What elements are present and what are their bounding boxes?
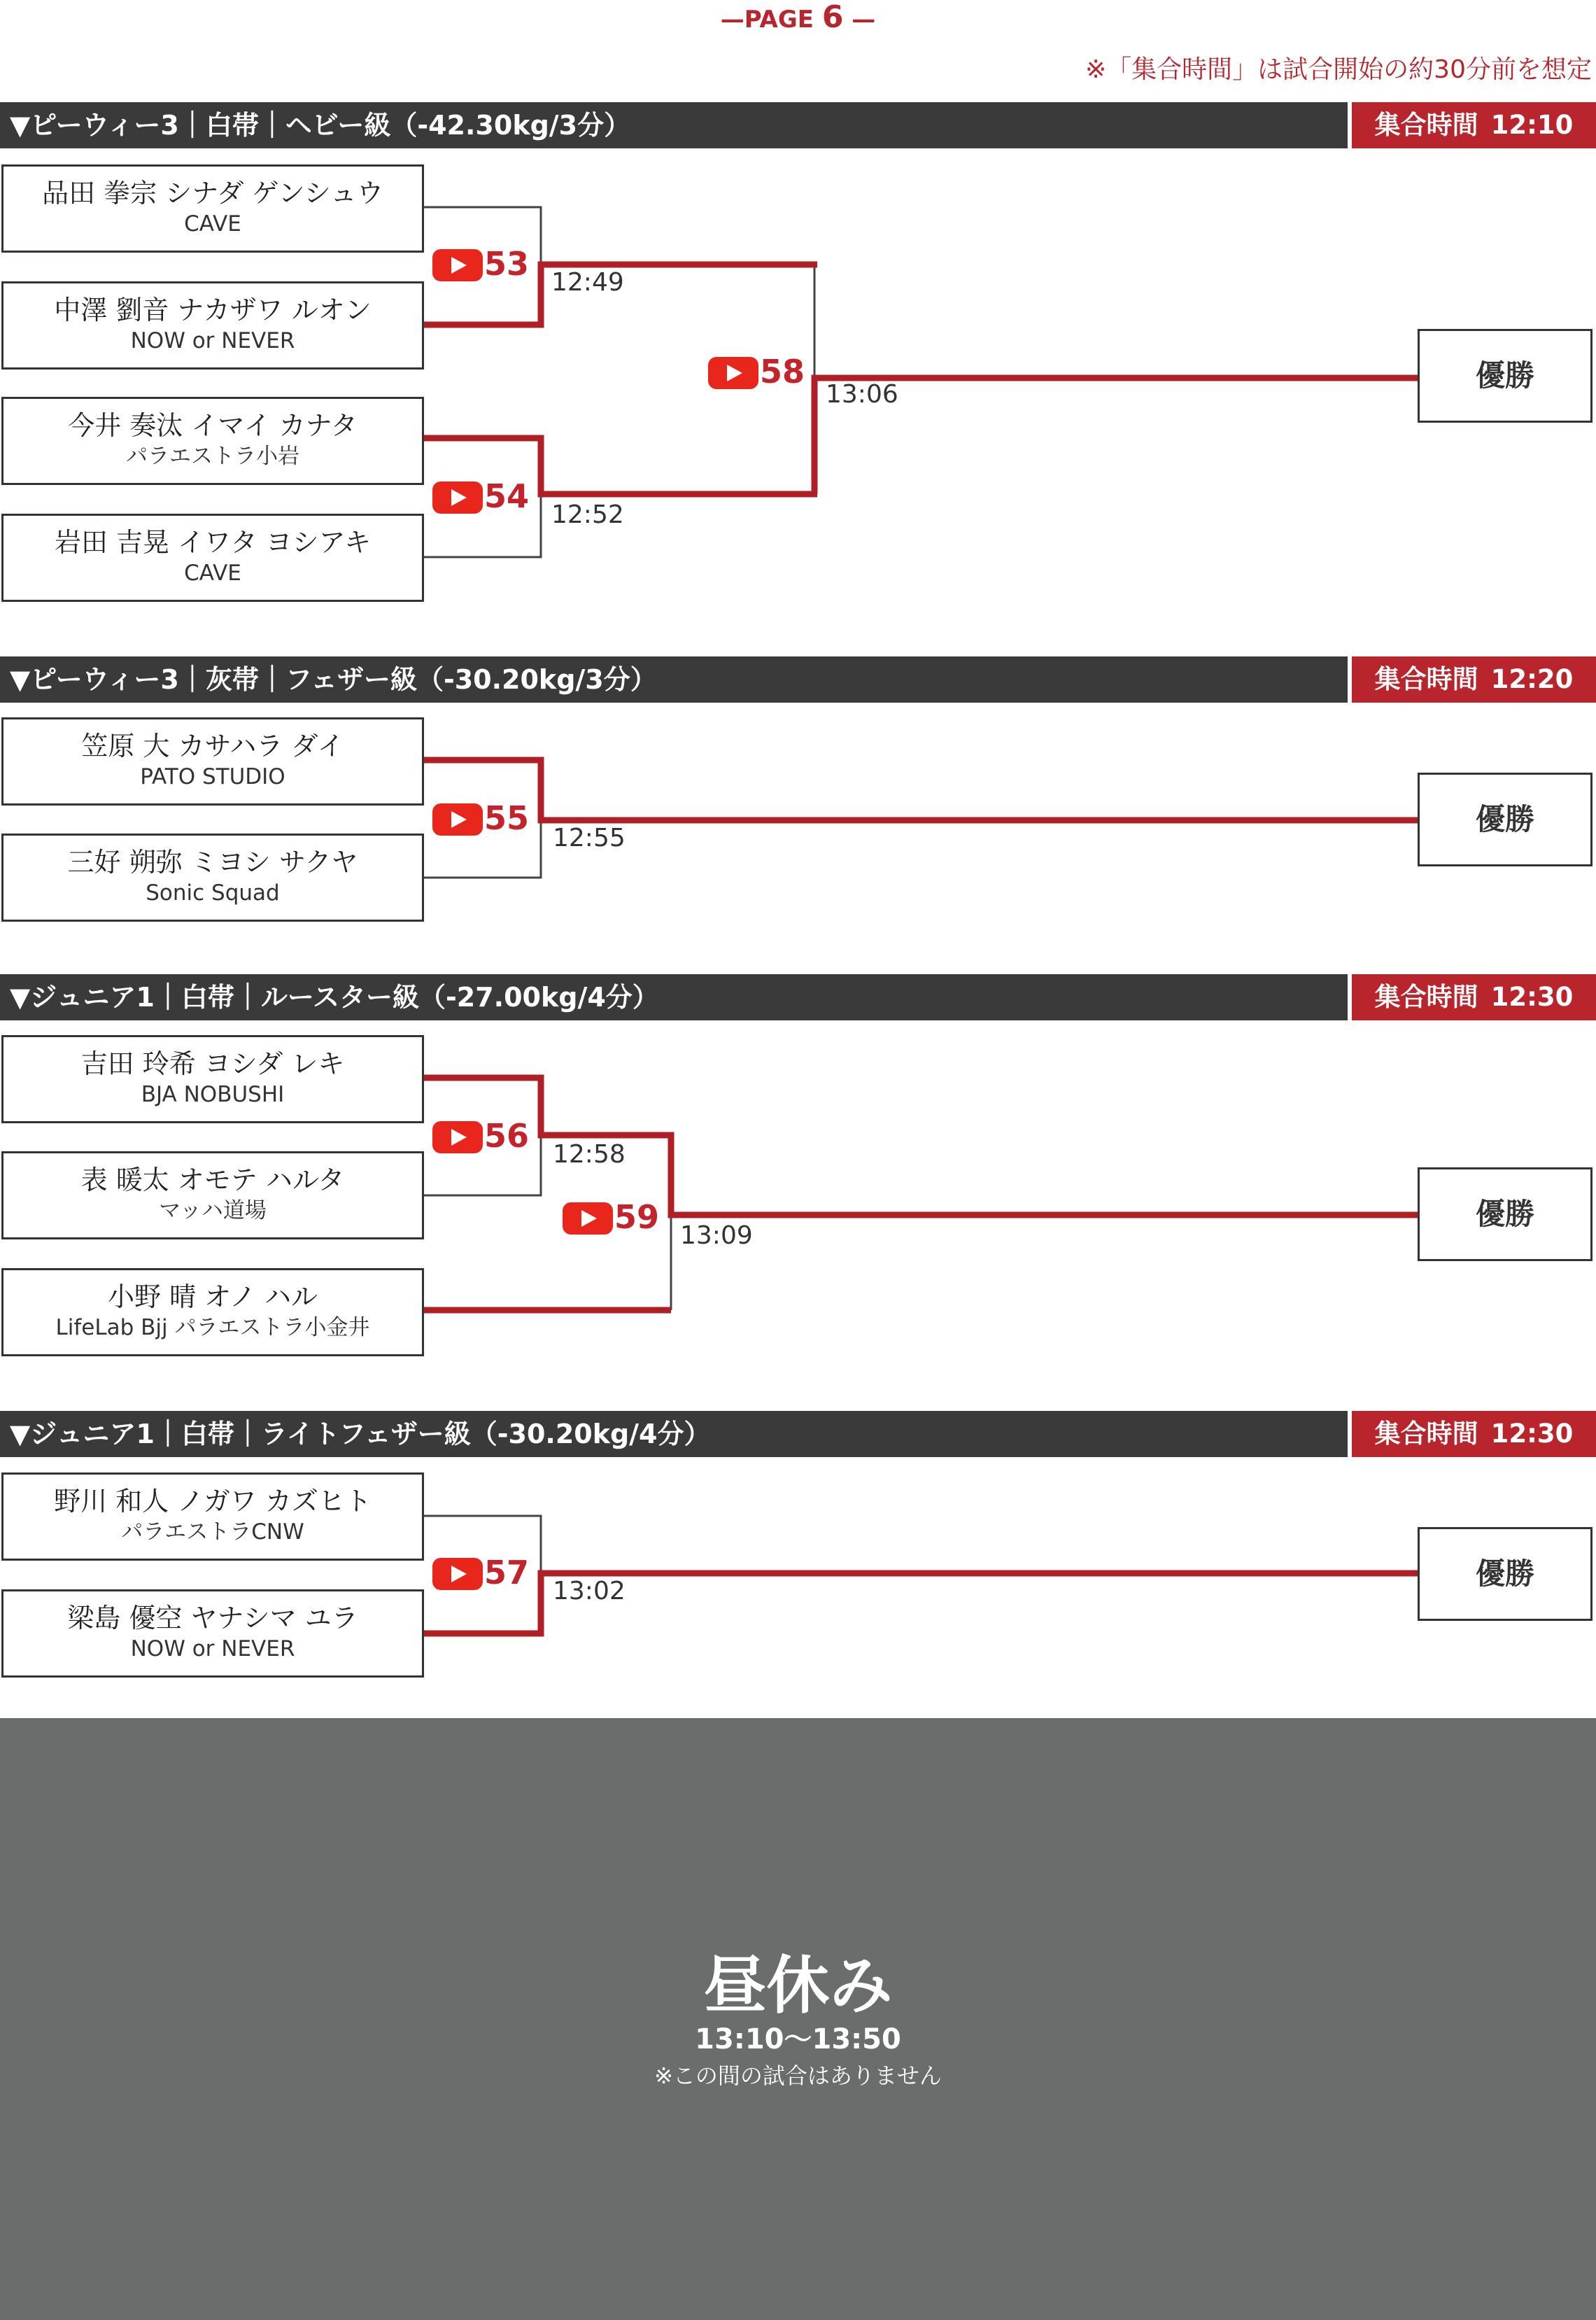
match-number: 53 bbox=[484, 245, 530, 283]
youtube-play-icon bbox=[432, 803, 483, 836]
player-card bbox=[1, 164, 424, 253]
assembly-label: 集合時間 bbox=[1374, 664, 1478, 694]
bracket-junior1-white-rooster bbox=[0, 974, 1596, 1366]
player-team: NOW or NEVER bbox=[130, 328, 295, 353]
match-time: 13:09 bbox=[680, 1221, 753, 1250]
player-card bbox=[1, 834, 424, 922]
match-time: 12:55 bbox=[553, 824, 626, 852]
player-team: マッハ道場 bbox=[159, 1198, 267, 1223]
youtube-play-icon bbox=[563, 1202, 613, 1235]
winner-box: 優勝 bbox=[1418, 329, 1593, 423]
player-team: CAVE bbox=[184, 211, 241, 237]
match-number: 59 bbox=[614, 1198, 660, 1236]
player-team: パラエストラCNW bbox=[121, 1519, 304, 1545]
bracket-pewee3-gray-feather bbox=[0, 656, 1596, 929]
player-name: 岩田 吉晃 イワタ ヨシアキ bbox=[54, 527, 372, 558]
player-name: 中澤 劉音 ナカザワ ルオン bbox=[54, 295, 372, 325]
youtube-play-icon bbox=[432, 481, 483, 514]
youtube-play-icon bbox=[708, 357, 758, 389]
player-card bbox=[1, 397, 424, 485]
match-number: 54 bbox=[484, 477, 530, 515]
bracket-junior1-white-lightfeather bbox=[0, 1411, 1596, 1684]
match-time: 12:52 bbox=[551, 500, 624, 529]
player-card bbox=[1, 281, 424, 370]
winner-line bbox=[814, 378, 1420, 494]
player-name: 小野 晴 オノ ハル bbox=[108, 1281, 318, 1312]
player-name: 野川 和人 ノガワ カズヒト bbox=[54, 1486, 372, 1517]
page-suffix: — bbox=[852, 6, 876, 34]
match-number: 55 bbox=[484, 799, 530, 837]
winner-box: 優勝 bbox=[1418, 773, 1593, 866]
player-name: 表 暖太 オモテ ハルタ bbox=[80, 1165, 345, 1195]
player-card bbox=[1, 1151, 424, 1239]
player-name: 吉田 玲希 ヨシダ レキ bbox=[80, 1048, 345, 1079]
player-card bbox=[1, 514, 424, 602]
assembly-time: 12:20 bbox=[1490, 664, 1574, 694]
page-prefix: —PAGE bbox=[720, 6, 814, 34]
lunch-time: 13:10〜13:50 bbox=[695, 2023, 901, 2055]
player-team: パラエストラ小岩 bbox=[126, 444, 299, 469]
assembly-label: 集合時間 bbox=[1374, 110, 1478, 140]
player-card bbox=[1, 717, 424, 806]
bracket-title: ▼ピーウィー3｜灰帯｜フェザー級（-30.20kg/3分） bbox=[0, 656, 1348, 703]
winner-line bbox=[423, 760, 1420, 820]
player-name: 今井 奏汰 イマイ カナタ bbox=[68, 410, 358, 441]
player-name: 笠原 大 カサハラ ダイ bbox=[81, 731, 344, 761]
youtube-play-icon bbox=[432, 249, 483, 281]
match-number: 57 bbox=[484, 1554, 530, 1591]
match-time: 13:06 bbox=[826, 380, 898, 409]
assembly-time: 12:30 bbox=[1490, 982, 1574, 1012]
player-team: PATO STUDIO bbox=[140, 764, 285, 789]
player-team: LifeLab Bjj パラエストラ小金井 bbox=[55, 1315, 370, 1340]
winner-box: 優勝 bbox=[1418, 1527, 1593, 1621]
bracket-pewee3-white-heavy bbox=[0, 102, 1596, 606]
player-name: 三好 朔弥 ミヨシ サクヤ bbox=[67, 847, 358, 878]
match-time: 12:49 bbox=[551, 268, 624, 297]
assembly-time: 12:10 bbox=[1490, 110, 1574, 140]
assembly-time-note: ※「集合時間」は試合開始の約30分前を想定 bbox=[1085, 55, 1592, 84]
bracket-title: ▼ジュニア1｜白帯｜ルースター級（-27.00kg/4分） bbox=[0, 974, 1348, 1020]
player-name: 品田 拳宗 シナダ ゲンシュウ bbox=[42, 178, 383, 209]
match-number: 56 bbox=[484, 1117, 530, 1155]
lunch-title: 昼休み bbox=[703, 1949, 893, 2023]
bracket-title: ▼ピーウィー3｜白帯｜ヘビー級（-42.30kg/3分） bbox=[0, 102, 1348, 148]
player-team: Sonic Squad bbox=[146, 880, 280, 906]
lunch-break-panel bbox=[0, 1718, 1596, 2320]
player-card bbox=[1, 1589, 424, 1678]
bracket-title: ▼ジュニア1｜白帯｜ライトフェザー級（-30.20kg/4分） bbox=[0, 1411, 1348, 1457]
player-team: CAVE bbox=[184, 561, 241, 586]
player-card bbox=[1, 1268, 424, 1356]
assembly-time: 12:30 bbox=[1490, 1419, 1574, 1449]
winner-box: 優勝 bbox=[1418, 1167, 1593, 1261]
player-card bbox=[1, 1035, 424, 1123]
player-card bbox=[1, 1472, 424, 1561]
assembly-label: 集合時間 bbox=[1374, 982, 1478, 1012]
match-number: 58 bbox=[760, 353, 805, 391]
match-time: 13:02 bbox=[553, 1577, 626, 1605]
match-time: 12:58 bbox=[553, 1140, 626, 1169]
page-number-label bbox=[0, 0, 1596, 35]
youtube-play-icon bbox=[432, 1558, 483, 1590]
assembly-label: 集合時間 bbox=[1374, 1419, 1478, 1449]
lunch-note: ※この間の試合はありません bbox=[654, 2062, 942, 2089]
page-number: 6 bbox=[821, 0, 844, 35]
player-team: BJA NOBUSHI bbox=[141, 1082, 285, 1107]
player-name: 梁島 優空 ヤナシマ ユラ bbox=[67, 1603, 358, 1633]
youtube-play-icon bbox=[432, 1121, 483, 1153]
player-team: NOW or NEVER bbox=[130, 1636, 295, 1661]
